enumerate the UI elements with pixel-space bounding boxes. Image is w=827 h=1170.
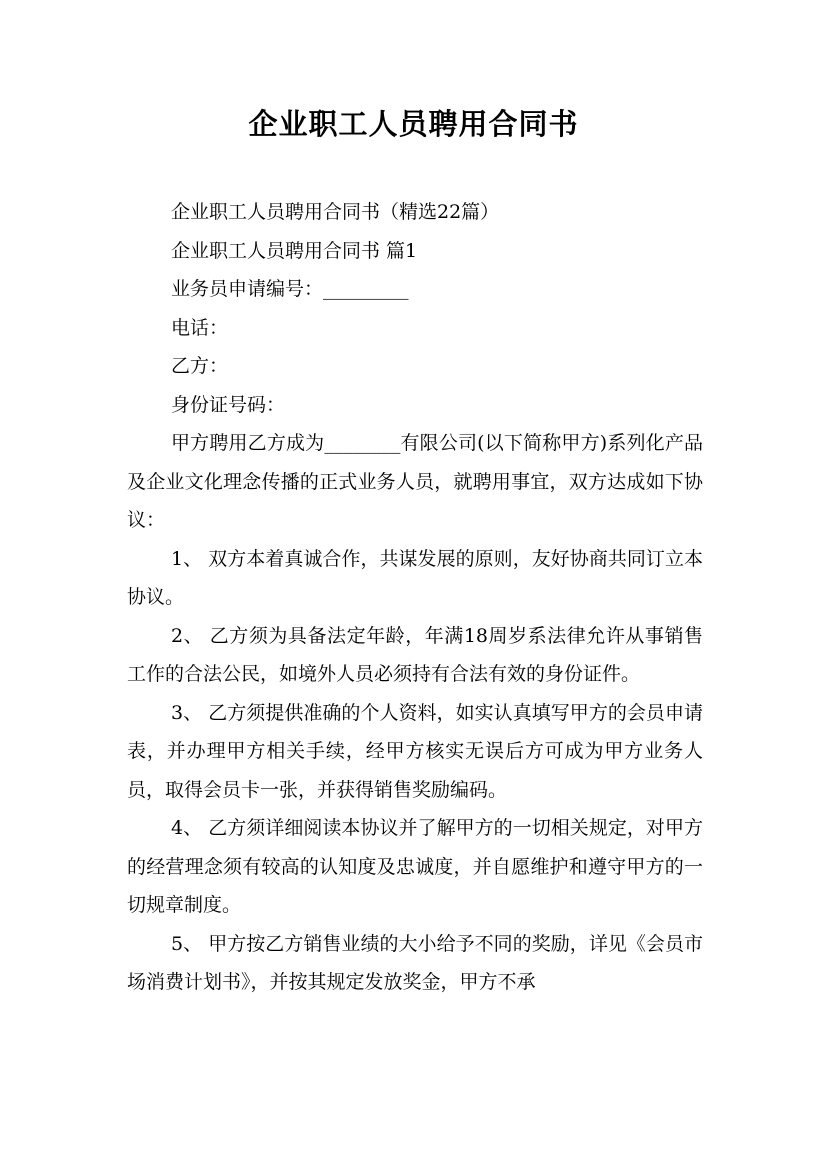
clause-3-paragraph: 3、 乙方须提供准确的个人资料，如实认真填写甲方的会员申请表，并办理甲方相关手续，经甲方核实无误后方可成为甲方业务人员，取得会员卡一张，并获得销售奖励编码。 [127,701,703,801]
subtitle-line: 企业职工人员聘用合同书（精选22篇） [171,201,500,223]
application-number-line: 业务员申请编号：_________ [171,278,409,300]
party-b-line: 乙方： [171,355,229,377]
phone-line: 电话： [171,316,229,339]
clause-2-paragraph: 2、 乙方须为具备法定年龄，年满18周岁系法律允许从事销售工作的合法公民，如境外人员必须持有合法有效的身份证件。 [127,624,703,685]
document-title: 企业职工人员聘用合同书 [248,107,579,141]
section-heading: 企业职工人员聘用合同书 篇1 [171,239,418,262]
id-number-line: 身份证号码： [171,393,286,416]
document-body [127,193,703,1002]
clause-1-paragraph: 1、 双方本着真诚合作，共谋发展的原则，友好协商共同订立本协议。 [127,547,703,608]
clause-4-paragraph: 4、 乙方须详细阅读本协议并了解甲方的一切相关规定，对甲方的经营理念须有较高的认知度及忠诚度，并自愿维护和遵守甲方的一切规章制度。 [127,817,703,916]
intro-paragraph: 甲方聘用乙方成为________有限公司(以下简称甲方)系列化产品及企业文化理念传播的正式业务人员，就聘用事宜，双方达成如下协议： [127,432,703,531]
clause-5-paragraph: 5、 甲方按乙方销售业绩的大小给予不同的奖励，详见《会员市场消费计划书》，并按其规定发放奖金，甲方不承 [127,932,703,993]
